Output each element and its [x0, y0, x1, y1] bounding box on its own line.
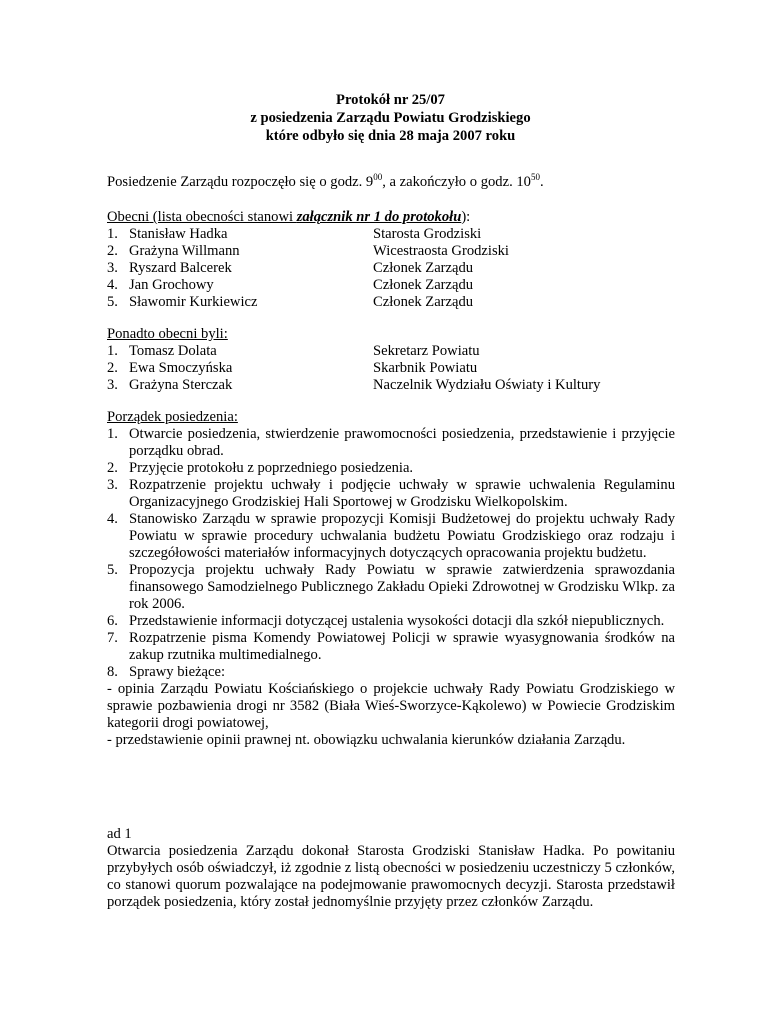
person-name: Grażyna Willmann: [129, 243, 240, 259]
person-role: Sekretarz Powiatu: [373, 343, 480, 359]
agenda-item: 5. Propozycja projektu uchwały Rady Powiatu w sprawie zatwierdzenia sprawozdania finansowego Samodzielnego Publicznego Zakładu Opieki Zdrowotnej w Grodzisku Wlkp. za rok 2006.: [107, 562, 675, 612]
agenda-item: 1. Otwarcie posiedzenia, stwierdzenie prawomocności posiedzenia, przedstawienie i przyjęcie porządku obrad.: [107, 426, 675, 459]
person-role: Członek Zarządu: [373, 260, 474, 276]
person-role: Wicestraosta Grodziski: [373, 243, 509, 259]
opening-start-minutes: 00: [373, 172, 383, 182]
opening-paragraph: [107, 174, 675, 191]
present-person: 4. Jan Grochowy Członek Zarządu: [107, 277, 474, 293]
present-note-before: (lista obecności stanowi: [149, 209, 297, 225]
current-matter: - przedstawienie opinii prawnej nt. obowiązku uchwalania kierunków działania Zarządu.: [107, 732, 626, 748]
present-person: 1. Stanisław Hadka Starosta Grodziski: [107, 226, 482, 242]
also-present-section: [107, 326, 675, 394]
agenda-item: 7. Rozpatrzenie pisma Komendy Powiatowej Policji w sprawie wyasygnowania środków na zakup rzutnika multimedialnego.: [107, 630, 675, 663]
protocol-title: Protokół nr 25/07: [336, 92, 445, 108]
current-matter: - opinia Zarządu Powiatu Kościańskiego o projekcie uchwały Rady Powiatu Grodziskiego w sprawie pozbawienia drogi nr 3582 (Biała Wieś-Sworzyce-Kąkolewo) w Powiecie Grodziskim kategorii drogi powiatowej,: [107, 681, 675, 731]
opening-text-middle: , a zakończyło o godz. 10: [382, 174, 531, 190]
ad1-heading: ad 1: [107, 826, 132, 842]
person-name: Ryszard Balcerek: [129, 260, 232, 276]
person-name: Sławomir Kurkiewicz: [129, 294, 258, 310]
person-role: Skarbnik Powiatu: [373, 360, 478, 376]
present-note-after: ):: [461, 209, 471, 225]
person-name: Stanisław Hadka: [129, 226, 228, 242]
present-person: 5. Sławomir Kurkiewicz Członek Zarządu: [107, 294, 474, 310]
person-name: Jan Grochowy: [129, 277, 214, 293]
also-present-person: 1. Tomasz Dolata Sekretarz Powiatu: [107, 343, 480, 359]
present-person: 2. Grażyna Willmann Wicestraosta Grodziski: [107, 243, 509, 259]
person-role: Członek Zarządu: [373, 277, 474, 293]
person-name: Grażyna Sterczak: [129, 377, 233, 393]
agenda-item: 6. Przedstawienie informacji dotyczącej ustalenia wysokości dotacji dla szkół niepublicznych.: [107, 613, 665, 629]
opening-end-minutes: 50: [530, 172, 540, 182]
agenda-item: 2. Przyjęcie protokołu z poprzedniego posiedzenia.: [107, 460, 414, 476]
agenda-item: 3. Rozpatrzenie projektu uchwały i podjęcie uchwały w sprawie uchwalenia Regulaminu Organizacyjnego Grodziskiej Hali Sportowej w Grodzisku Wielkopolskim.: [107, 477, 675, 510]
ad1-section: [107, 826, 675, 911]
opening-text-before: Posiedzenie Zarządu rozpoczęło się o godz. 9: [107, 174, 374, 190]
present-section: [107, 209, 675, 311]
person-role: Członek Zarządu: [373, 294, 474, 310]
agenda-section: [107, 409, 675, 749]
person-name: Tomasz Dolata: [129, 343, 217, 359]
opening-text-after: .: [539, 174, 544, 190]
present-note-emphasis: załącznik nr 1 do protokołu: [296, 209, 462, 225]
present-person: 3. Ryszard Balcerek Członek Zarządu: [107, 260, 474, 276]
protocol-subtitle: z posiedzenia Zarządu Powiatu Grodziskiego: [250, 110, 531, 126]
agenda-heading: Porządek posiedzenia:: [107, 409, 238, 425]
also-present-person: 2. Ewa Smoczyńska Skarbnik Powiatu: [107, 360, 478, 376]
agenda-item: 8. Sprawy bieżące:: [107, 664, 226, 680]
person-role: Starosta Grodziski: [373, 226, 482, 242]
also-present-heading: Ponadto obecni byli:: [107, 326, 228, 342]
person-role: Naczelnik Wydziału Oświaty i Kultury: [373, 377, 601, 393]
agenda-item: 4. Stanowisko Zarządu w sprawie propozycji Komisji Budżetowej do projektu uchwały Rady Powiatu w sprawie procedury uchwalania budżetu Powiatu Grodziskiego oraz rodzaju i szczegółowości materiałów informacyjnych dotyczących opracowania projektu budżetu.: [107, 511, 675, 561]
person-name: Ewa Smoczyńska: [129, 360, 233, 376]
present-heading: Obecni: [107, 209, 150, 225]
ad1-paragraph: Otwarcia posiedzenia Zarządu dokonał Starosta Grodziski Stanisław Hadka. Po powitaniu przybyłych osób oświadczył, iż zgodnie z listą obecności w posiedzeniu uczestniczy 5 członków, co stanowi quorum pozwalające na podejmowanie prawomocnych decyzji. Starosta przedstawił porządek posiedzenia, który został jednomyślnie przyjęty przez członków Zarządu.: [107, 843, 675, 910]
also-present-person: 3. Grażyna Sterczak Naczelnik Wydziału Oświaty i Kultury: [107, 377, 601, 393]
protocol-date: które odbyło się dnia 28 maja 2007 roku: [265, 128, 516, 144]
